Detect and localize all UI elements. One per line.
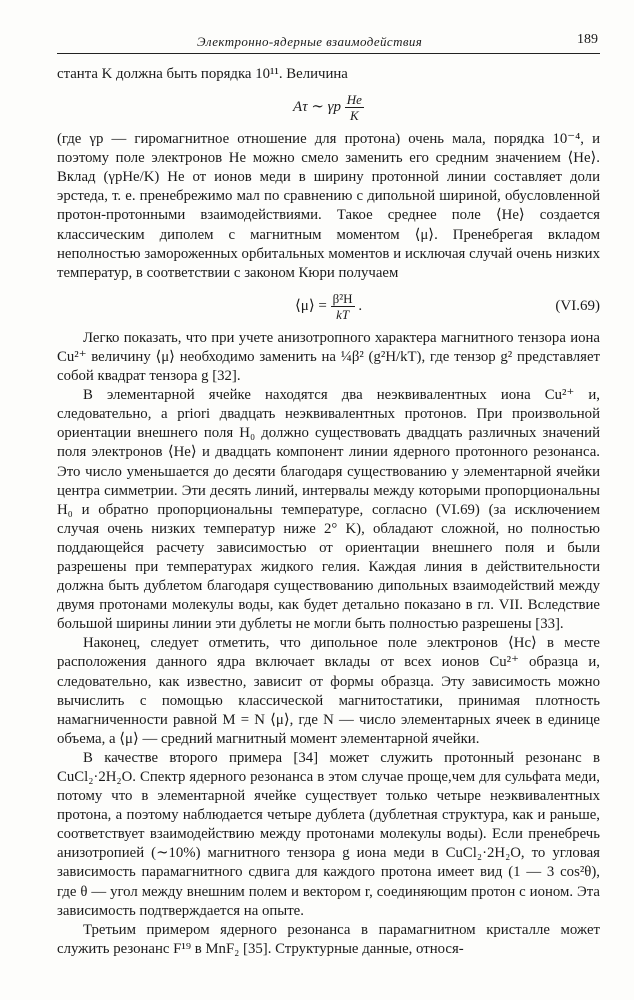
formula-1-numerator: He xyxy=(346,92,362,108)
paragraph-6: В качестве второго примера [34] может служить протонный резонанс в CuCl₂·2H₂O. Спектр ядерного резонанса в этом случае проще,чем для сульфата меди, потому что в элементарной ячейке существует только четыре неэквивалентных протона, а поэтому наблюдается четыре дублета (дублетная структура, как и раньше, соответствует взаимодействию между протонами молекулы воды). Если пренебречь анизотропией (∼10%) магнитного тензора g иона меди в CuCl₂·2H₂O, то угловая зависимость парамагнитного сдвига для каждого протона имеет вид (1 — 3 cos²θ), где θ — угол между внешним полем и вектором r, соединяющим протон с ионом. Эта зависимость подтверждается на опыте. xyxy=(57,749,600,919)
paragraph-2: (где γp — гиромагнитное отношение для протона) очень мала, порядка 10⁻⁴, и поэтому поле электронов He можно смело заменить его средним значением ⟨He⟩. Вклад (γpHe/K) He от ионов меди в ширину протонной линии составляет доли эрстеда, т. е. пренебрежимо мал по сравнению с дипольной шириной, обусловленной протон-протонными взаимодействиями. Такое среднее поле ⟨He⟩ создается классическим диполем с магнитным моментом ⟨μ⟩. Пренебрегая вкладом неполностью замороженных орбитальных моментов и исключая случай очень низких температур, в соответствии с законом Кюри получаем xyxy=(57,131,600,281)
formula-2-lhs: ⟨μ⟩ = xyxy=(294,297,327,314)
paragraph-1: станта K должна быть порядка 10¹¹. Величина xyxy=(57,66,348,82)
formula-1-denominator: K xyxy=(350,108,359,124)
paragraph-4: В элементарной ячейке находятся два неэквивалентных иона Cu²⁺ и, следовательно, a priori двадцать неэквивалентных протонов. При произвольной ориентации внешнего поля H₀ должно существовать двадцать различных значений поля электронов ⟨He⟩ и двадцать компонент линии ядерного протонного резонанса. Это число уменьшается до десяти благодаря существованию у элементарной ячейки центра симметрии. Эти десять линий, интервалы между которыми пропорциональны H₀ и обратно пропорциональны температуре, согласно (VI.69) (за исключением случая очень низких температур ниже 2° K), обладают сложной, но полностью поддающейся расчету зависимостью от ориентации внешнего поля и были разрешены при температурах жидкого гелия. Каждая линия в действительности должна быть дублетом благодаря существованию дипольных взаимодействий между двумя протонами молекулы воды, как будет детально показано в гл. VII. Вследствие большой ширины линии эти дублеты не могли быть полностью разрешены [33]. xyxy=(57,387,600,633)
formula-2-numerator: β²H xyxy=(332,290,353,306)
page-number: 189 xyxy=(577,32,598,47)
paragraph-5: Наконец, следует отметить, что дипольное поле электронов ⟨Hc⟩ в месте расположения данного ядра включает вклады от всех ионов Cu²⁺ образца и, следовательно, как известно, зависит от формы образца. Эту зависимость можно вычислить с помощью классической магнитостатики, принимая плотность намагниченности равной M = N ⟨μ⟩, где N — число элементарных ячеек в единице объема, а ⟨μ⟩ — средний магнитный момент элементарной ячейки. xyxy=(57,635,600,747)
paragraph-7: Третьим примером ядерного резонанса в парамагнитном кристалле может служить резонанс F¹⁹ в MnF₂ [35]. Структурные данные, относя- xyxy=(57,921,600,957)
formula-1-lhs: Aτ ∼ γp xyxy=(293,99,342,116)
equation-number: (VI.69) xyxy=(555,297,600,314)
formula-2-fraction xyxy=(331,291,355,322)
formula-1 xyxy=(57,90,600,124)
formula-2 xyxy=(57,289,600,323)
formula-2-denominator: kT xyxy=(336,306,350,322)
body-text xyxy=(57,65,600,959)
paragraph-3: Легко показать, что при учете анизотропного характера магнитного тензора иона Cu²⁺ величину ⟨μ⟩ необходимо заменить на ¼β² (g²H/kT), где тензор g² представляет собой квадрат тензора g [32]. xyxy=(57,329,600,385)
running-header xyxy=(57,29,600,54)
running-title: Электронно-ядерные взаимодействия xyxy=(197,34,423,49)
formula-2-trail: . xyxy=(358,297,363,314)
formula-1-fraction xyxy=(345,92,364,123)
